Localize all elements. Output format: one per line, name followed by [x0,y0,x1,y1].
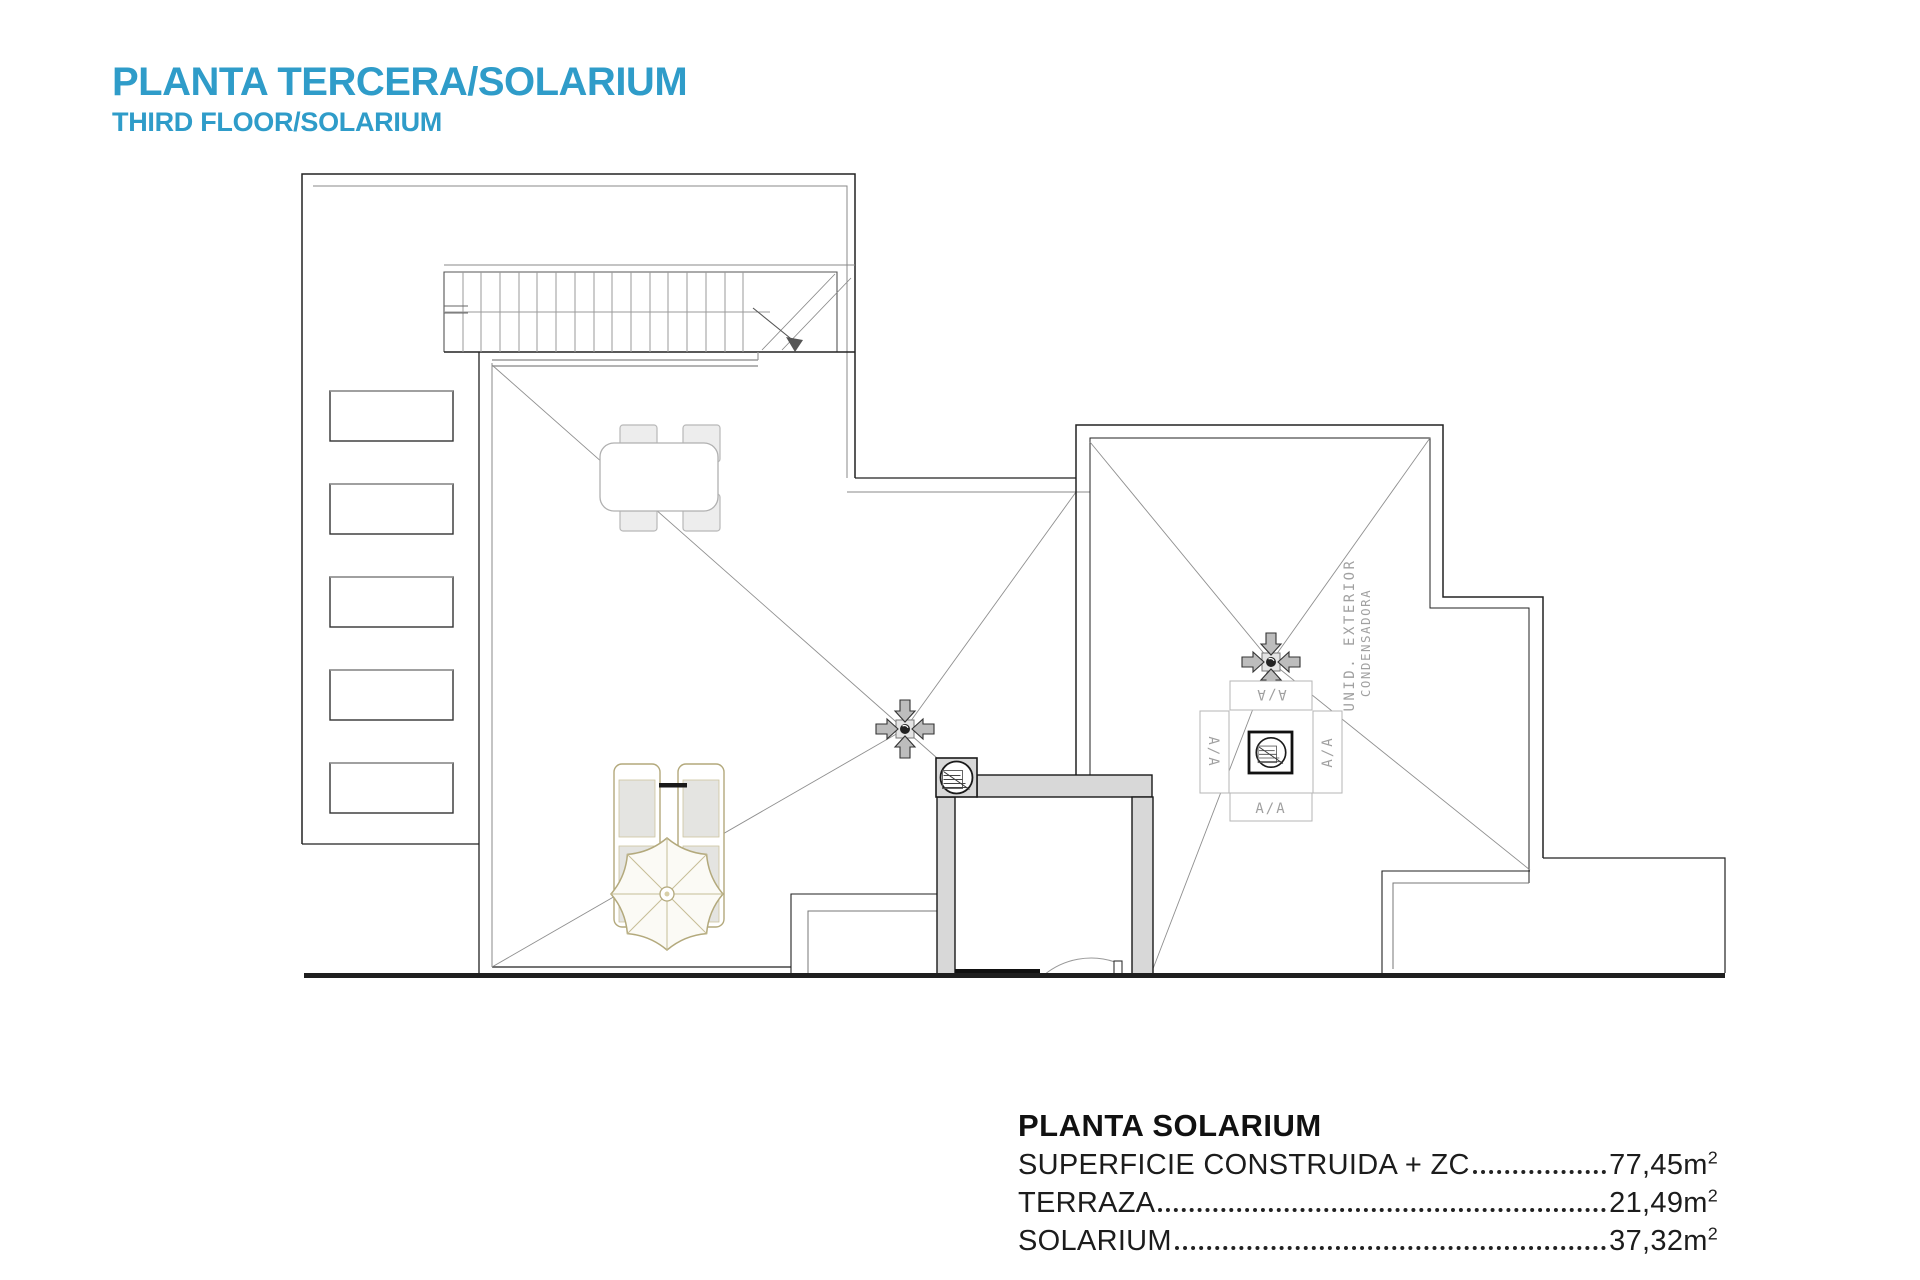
parasol [611,838,723,950]
condenser-fan-icon [1256,738,1285,767]
legend-row-label: SUPERFICIE CONSTRUIDA + ZC [1018,1149,1470,1181]
svg-text:CONDENSADORA: CONDENSADORA [1358,588,1373,698]
legend-row-label: SOLARIUM [1018,1225,1172,1257]
roof-slope-lines-left [492,365,1076,967]
page-title: PLANTA TERCERA/SOLARIUM [112,60,688,104]
right-tower-outline [1076,425,1725,973]
door-swing-arc [1044,958,1115,975]
page-subtitle: THIRD FLOOR/SOLARIUM [112,107,442,137]
dotted-leader [1175,1246,1606,1250]
vent-fan-icon [941,762,973,794]
stair-shaft [936,758,1153,976]
dotted-leader [1158,1208,1606,1212]
legend-row-label: TERRAZA [1018,1187,1156,1219]
legend-row [1018,1222,1718,1260]
floor-drain-icon [876,700,934,758]
lounger-side-table [659,783,687,788]
legend-row-value: $37,32m^2$ [1609,1223,1718,1257]
legend-row [1018,1184,1718,1222]
svg-text:UNID. EXTERIOR: UNID. EXTERIOR [1342,558,1358,712]
facade-louvres [330,352,492,976]
ground-line [304,973,1725,978]
terrace-edges [492,352,1090,976]
dining-set [600,425,720,531]
ac-label: A/A [1320,736,1336,768]
staircase [444,265,855,352]
dining-table [600,443,718,511]
area-legend [1018,1106,1718,1260]
legend-row-value: $21,49m^2$ [1609,1185,1718,1219]
ac-label: A/A [1205,736,1221,768]
ac-label: A/A [1255,801,1287,817]
condenser-label [1342,558,1373,711]
ac-label: A/A [1255,686,1287,702]
stair-direction-arrow [786,337,803,352]
legend-row-value: $77,45m^2$ [1609,1147,1718,1181]
legend-row [1018,1146,1718,1184]
dotted-leader [1473,1170,1606,1174]
legend-title: PLANTA SOLARIUM [1018,1108,1322,1143]
